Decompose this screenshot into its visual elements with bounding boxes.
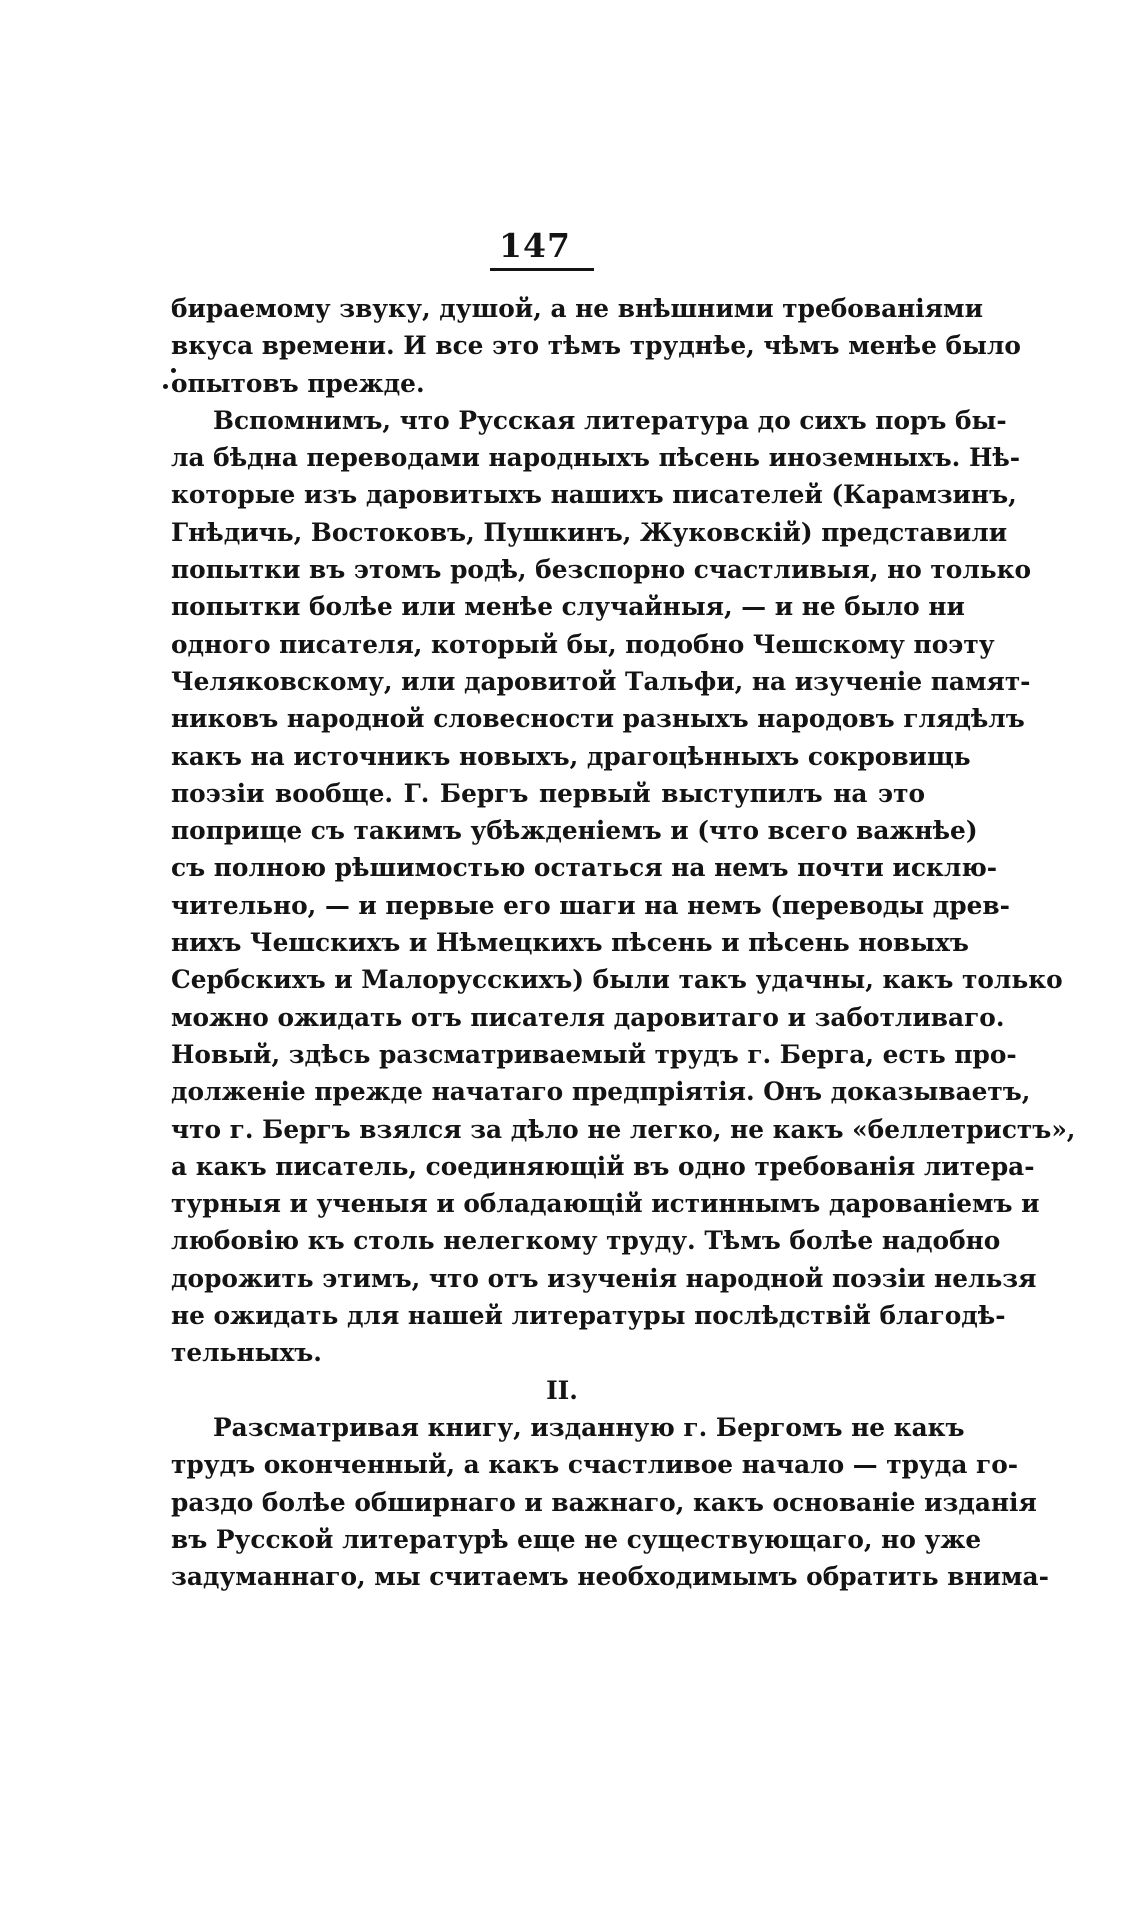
text-line: въ Русской литературѣ еще не существующаго, но уже	[171, 1524, 982, 1554]
text-line: трудъ оконченный, а какъ счастливое начало — труда го-	[171, 1450, 1019, 1480]
page-number-rule	[490, 268, 594, 271]
text-line: бираемому звуку, душой, а не внѣшними требованіями	[171, 294, 983, 323]
text-line: не ожидать для нашей литературы послѣдствій благодѣ-	[171, 1301, 1006, 1331]
text-line: съ полною рѣшимостью остаться на немъ почти исклю-	[171, 853, 998, 883]
text-line: что г. Бергъ взялся за дѣло не легко, не какъ «беллетристъ»,	[171, 1114, 1076, 1144]
text-line: Сербскихъ и Малорусскихъ) были такъ удачны, какъ только	[171, 965, 1063, 995]
text-line: любовію къ столь нелегкому труду. Тѣмъ болѣе надобно	[171, 1226, 1001, 1256]
text-line: а какъ писатель, соединяющій въ одно требованія литера-	[171, 1151, 1035, 1181]
text-line: долженіе прежде начатаго предпріятія. Онъ доказываетъ,	[171, 1077, 1031, 1107]
body-text	[171, 290, 1076, 1595]
text-line: раздо болѣе обширнаго и важнаго, какъ основаніе изданія	[171, 1487, 1037, 1517]
text-line: одного писателя, который бы, подобно Чешскому поэту	[171, 629, 995, 659]
text-line: которые изъ даровитыхъ нашихъ писателей (Карамзинъ,	[171, 480, 1017, 510]
text-line: дорожить этимъ, что отъ изученія народной поэзіи нельзя	[171, 1263, 1037, 1293]
paragraph	[171, 1409, 1049, 1595]
text-line: турныя и ученыя и обладающій истиннымъ дарованіемъ и	[171, 1189, 1040, 1219]
text-line: вкуса времени. И все это тѣмъ труднѣе, чѣмъ менѣе было	[171, 331, 1021, 361]
text-line: Вспомнимъ, что Русская литература до сихъ поръ бы-	[213, 405, 1007, 435]
text-line: задуманнаго, мы считаемъ необходимымъ обратить внима-	[171, 1562, 1049, 1592]
text-line: попытки въ этомъ родѣ, безспорно счастливыя, но только	[171, 555, 1032, 585]
text-line: чительно, — и первые его шаги на немъ (переводы древ-	[171, 890, 1010, 920]
print-speck	[163, 384, 168, 389]
page-number: 147	[499, 226, 571, 265]
text-line: попытки болѣе или менѣе случайныя, — и не было ни	[171, 592, 965, 622]
text-line: никовъ народной словесности разныхъ народовъ глядѣлъ	[171, 704, 1025, 734]
paragraph	[171, 402, 1076, 1372]
text-line: Новый, здѣсь разсматриваемый трудъ г. Берга, есть про-	[171, 1039, 1017, 1069]
text-line: поэзіи вообще. Г. Бергъ первый выступилъ на это	[171, 778, 925, 808]
paragraph-continued	[171, 290, 1021, 402]
section-heading: II.	[546, 1375, 578, 1405]
text-line: можно ожидать отъ писателя даровитаго и заботливаго.	[171, 1002, 1005, 1032]
text-line: Челяковскому, или даровитой Тальфи, на изученіе памят-	[171, 666, 1031, 696]
text-line: опытовъ прежде.	[171, 368, 425, 398]
text-line: ла бѣдна переводами народныхъ пѣсень иноземныхъ. Нѣ-	[171, 443, 1021, 473]
text-line: поприще съ такимъ убѣжденіемъ и (что всего важнѣе)	[171, 816, 978, 846]
text-line: Разсматривая книгу, изданную г. Бергомъ не какъ	[213, 1412, 965, 1442]
text-line: тельныхъ.	[171, 1338, 322, 1368]
text-line: Гнѣдичь, Востоковъ, Пушкинъ, Жуковскій) представили	[171, 517, 1008, 547]
text-line: какъ на источникъ новыхъ, драгоцѣнныхъ сокровищь	[171, 741, 971, 771]
text-line: нихъ Чешскихъ и Нѣмецкихъ пѣсень и пѣсень новыхъ	[171, 928, 969, 958]
